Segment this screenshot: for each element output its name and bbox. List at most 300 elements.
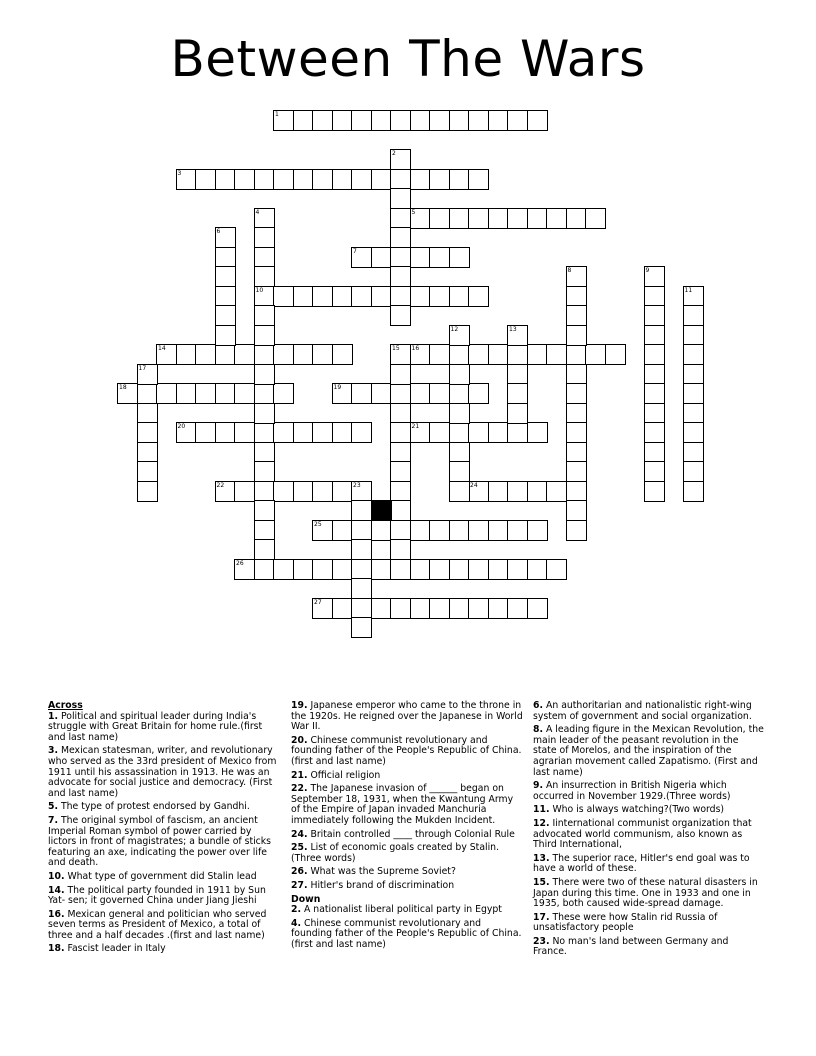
grid-cell[interactable] bbox=[137, 383, 158, 404]
grid-cell[interactable] bbox=[507, 325, 528, 346]
grid-cell[interactable] bbox=[449, 247, 470, 268]
grid-cell[interactable] bbox=[390, 149, 411, 170]
clue-item bbox=[533, 878, 765, 910]
grid-cell[interactable] bbox=[410, 208, 431, 229]
grid-cell[interactable] bbox=[254, 520, 275, 541]
grid-cell[interactable] bbox=[312, 481, 333, 502]
clue-text: Political and spiritual leader during India's struggle with Great Britain for home rule.(first and last name) bbox=[48, 710, 263, 743]
clue-text: The superior race, Hitler's end goal was to have a world of these. bbox=[533, 852, 750, 875]
grid-cell[interactable] bbox=[137, 422, 158, 443]
grid-cell[interactable] bbox=[527, 481, 548, 502]
grid-cell[interactable] bbox=[351, 247, 372, 268]
grid-cell[interactable] bbox=[429, 208, 450, 229]
grid-cell[interactable] bbox=[390, 481, 411, 502]
grid-cell[interactable] bbox=[644, 481, 665, 502]
clue-number-label: 24 bbox=[470, 481, 478, 489]
grid-cell[interactable] bbox=[468, 422, 489, 443]
clue-number-label: 7 bbox=[353, 247, 357, 255]
grid-cell[interactable] bbox=[683, 383, 704, 404]
grid-cell[interactable] bbox=[351, 422, 372, 443]
grid-cell[interactable] bbox=[429, 598, 450, 619]
grid-cell[interactable] bbox=[644, 286, 665, 307]
grid-cell[interactable] bbox=[390, 598, 411, 619]
grid-cell[interactable] bbox=[390, 383, 411, 404]
grid-cell[interactable] bbox=[215, 305, 236, 326]
clue-number-label: 2 bbox=[392, 150, 396, 157]
grid-cell[interactable] bbox=[254, 325, 275, 346]
grid-cell[interactable] bbox=[644, 461, 665, 482]
grid-cell[interactable] bbox=[566, 344, 587, 365]
grid-cell[interactable] bbox=[332, 344, 353, 365]
grid-cell[interactable] bbox=[332, 520, 353, 541]
grid-cell[interactable] bbox=[351, 520, 372, 541]
grid-cell[interactable] bbox=[468, 286, 489, 307]
grid-cell[interactable] bbox=[449, 325, 470, 346]
clue-item bbox=[291, 881, 523, 892]
grid-cell[interactable] bbox=[312, 559, 333, 580]
grid-cell[interactable] bbox=[254, 266, 275, 287]
grid-cell[interactable] bbox=[117, 383, 138, 404]
grid-cell[interactable] bbox=[429, 247, 450, 268]
grid-cell[interactable] bbox=[390, 110, 411, 131]
grid-cell[interactable] bbox=[644, 364, 665, 385]
grid-cell[interactable] bbox=[410, 286, 431, 307]
grid-cell[interactable] bbox=[410, 598, 431, 619]
grid-cell[interactable] bbox=[254, 247, 275, 268]
grid-cell[interactable] bbox=[195, 169, 216, 190]
grid-cell[interactable] bbox=[293, 422, 314, 443]
grid-cell[interactable] bbox=[293, 481, 314, 502]
clue-number-label: 20 bbox=[177, 423, 186, 430]
clue-number-label: 25 bbox=[314, 520, 322, 528]
grid-cell[interactable] bbox=[254, 403, 275, 424]
grid-cell[interactable] bbox=[332, 110, 353, 131]
grid-cell[interactable] bbox=[644, 422, 665, 443]
clue-number-label: 9 bbox=[645, 267, 650, 274]
grid-cell[interactable] bbox=[566, 403, 587, 424]
grid-cell[interactable] bbox=[176, 344, 197, 365]
grid-cell[interactable] bbox=[468, 598, 489, 619]
grid-cell[interactable] bbox=[449, 481, 470, 502]
grid-cell[interactable] bbox=[566, 520, 587, 541]
clue-number: 11. bbox=[533, 804, 550, 816]
grid-cell[interactable] bbox=[254, 305, 275, 326]
grid-cell[interactable] bbox=[332, 169, 353, 190]
clue-text: The Japanese invasion of ______ began on September 18, 1931, when the Kwantung Army of the Empire of Japan invaded Manchuria immediately following the Mukden Incident. bbox=[291, 783, 514, 826]
grid-cell[interactable] bbox=[507, 520, 528, 541]
grid-cell[interactable] bbox=[293, 559, 314, 580]
grid-cell[interactable] bbox=[234, 559, 255, 580]
grid-cell[interactable] bbox=[215, 266, 236, 287]
grid-cell[interactable] bbox=[273, 286, 294, 307]
grid-cell[interactable] bbox=[546, 344, 567, 365]
grid-cell[interactable] bbox=[390, 344, 411, 365]
grid-cell[interactable] bbox=[585, 208, 606, 229]
grid-cell[interactable] bbox=[215, 227, 236, 248]
grid-cell[interactable] bbox=[137, 461, 158, 482]
grid-cell[interactable] bbox=[351, 559, 372, 580]
grid-cell[interactable] bbox=[156, 344, 177, 365]
grid-cell[interactable] bbox=[429, 559, 450, 580]
grid-cell[interactable] bbox=[488, 481, 509, 502]
grid-cell[interactable] bbox=[351, 578, 372, 599]
grid-cell[interactable] bbox=[566, 500, 587, 521]
grid-cell[interactable] bbox=[644, 325, 665, 346]
grid-cell[interactable] bbox=[371, 247, 392, 268]
grid-cell[interactable] bbox=[527, 208, 548, 229]
grid-cell[interactable] bbox=[293, 286, 314, 307]
grid-cell[interactable] bbox=[332, 598, 353, 619]
grid-cell[interactable] bbox=[390, 286, 411, 307]
grid-cell[interactable] bbox=[351, 169, 372, 190]
grid-cell[interactable] bbox=[351, 110, 372, 131]
grid-cell[interactable] bbox=[546, 208, 567, 229]
grid-cell[interactable] bbox=[488, 520, 509, 541]
grid-cell[interactable] bbox=[234, 383, 255, 404]
grid-cell[interactable] bbox=[449, 169, 470, 190]
grid-cell[interactable] bbox=[468, 169, 489, 190]
grid-cell[interactable] bbox=[254, 286, 275, 307]
clue-item bbox=[48, 712, 280, 744]
grid-cell[interactable] bbox=[351, 598, 372, 619]
grid-cell[interactable] bbox=[429, 422, 450, 443]
clue-item bbox=[533, 805, 765, 816]
grid-cell[interactable] bbox=[566, 208, 587, 229]
clue-item bbox=[291, 905, 523, 916]
grid-cell[interactable] bbox=[254, 344, 275, 365]
grid-cell[interactable] bbox=[390, 266, 411, 287]
grid-cell[interactable] bbox=[254, 481, 275, 502]
grid-cell[interactable] bbox=[683, 344, 704, 365]
grid-cell[interactable] bbox=[215, 481, 236, 502]
grid-cell[interactable] bbox=[507, 110, 528, 131]
grid-cell[interactable] bbox=[390, 520, 411, 541]
grid-cell[interactable] bbox=[468, 110, 489, 131]
grid-cell[interactable] bbox=[449, 286, 470, 307]
grid-cell[interactable] bbox=[468, 383, 489, 404]
grid-cell[interactable] bbox=[390, 500, 411, 521]
grid-cell[interactable] bbox=[507, 598, 528, 619]
grid-cell[interactable] bbox=[410, 247, 431, 268]
grid-cell[interactable] bbox=[390, 539, 411, 560]
grid-cell[interactable] bbox=[429, 110, 450, 131]
grid-cell[interactable] bbox=[644, 344, 665, 365]
clue-number-label: 16 bbox=[411, 345, 420, 352]
grid-cell[interactable] bbox=[566, 461, 587, 482]
clue-text: The political party founded in 1911 by Sun Yat- sen; it governed China under Jiang Jieshi bbox=[48, 884, 266, 907]
clue-number-label: 1 bbox=[275, 111, 279, 118]
grid-cell[interactable] bbox=[371, 169, 392, 190]
grid-cell[interactable] bbox=[312, 344, 333, 365]
grid-cell[interactable] bbox=[683, 403, 704, 424]
grid-cell[interactable] bbox=[527, 559, 548, 580]
grid-cell[interactable] bbox=[527, 598, 548, 619]
grid-cell[interactable] bbox=[176, 422, 197, 443]
grid-cell[interactable] bbox=[254, 383, 275, 404]
clue-number-label: 10 bbox=[255, 286, 264, 294]
grid-cell[interactable] bbox=[176, 383, 197, 404]
grid-cell[interactable] bbox=[468, 208, 489, 229]
grid-cell[interactable] bbox=[507, 344, 528, 365]
grid-cell[interactable] bbox=[215, 383, 236, 404]
grid-cell[interactable] bbox=[429, 286, 450, 307]
grid-cell[interactable] bbox=[429, 344, 450, 365]
clue-text: The type of protest endorsed by Gandhi. bbox=[60, 801, 250, 813]
grid-cell[interactable] bbox=[312, 169, 333, 190]
grid-cell[interactable] bbox=[585, 344, 606, 365]
grid-cell[interactable] bbox=[293, 344, 314, 365]
grid-cell[interactable] bbox=[546, 481, 567, 502]
clue-number-label: 4 bbox=[255, 208, 260, 216]
grid-cell[interactable] bbox=[683, 461, 704, 482]
grid-cell[interactable] bbox=[137, 403, 158, 424]
grid-cell[interactable] bbox=[273, 169, 294, 190]
grid-cell[interactable] bbox=[410, 520, 431, 541]
grid-cell[interactable] bbox=[683, 305, 704, 326]
grid-cell[interactable] bbox=[449, 208, 470, 229]
grid-cell[interactable] bbox=[273, 110, 294, 131]
grid-cell[interactable] bbox=[351, 617, 372, 638]
grid-cell[interactable] bbox=[254, 169, 275, 190]
grid-cell[interactable] bbox=[449, 520, 470, 541]
grid-cell[interactable] bbox=[566, 286, 587, 307]
grid-cell[interactable] bbox=[488, 559, 509, 580]
grid-cell[interactable] bbox=[410, 422, 431, 443]
grid-cell[interactable] bbox=[351, 286, 372, 307]
grid-cell[interactable] bbox=[156, 383, 177, 404]
grid-cell[interactable] bbox=[683, 286, 704, 307]
clue-number: 4. bbox=[291, 917, 302, 929]
grid-cell[interactable] bbox=[566, 364, 587, 385]
grid-cell[interactable] bbox=[312, 110, 333, 131]
grid-cell[interactable] bbox=[566, 325, 587, 346]
grid-cell[interactable] bbox=[449, 598, 470, 619]
grid-cell[interactable] bbox=[507, 481, 528, 502]
grid-cell[interactable] bbox=[605, 344, 626, 365]
grid-cell[interactable] bbox=[176, 169, 197, 190]
grid-cell[interactable] bbox=[254, 442, 275, 463]
grid-cell[interactable] bbox=[332, 422, 353, 443]
grid-cell[interactable] bbox=[195, 422, 216, 443]
grid-cell[interactable] bbox=[566, 481, 587, 502]
clue-number: 12. bbox=[533, 817, 550, 829]
grid-cell[interactable] bbox=[390, 208, 411, 229]
grid-cell[interactable] bbox=[215, 422, 236, 443]
grid-cell[interactable] bbox=[527, 344, 548, 365]
grid-cell[interactable] bbox=[351, 539, 372, 560]
clue-text: Mexican statesman, writer, and revolutionary who served as the 33rd president of Mexico from 1911 until his assassination in 1913. He was an advocate for social justice and democracy. (First and last name) bbox=[48, 745, 277, 799]
grid-cell[interactable] bbox=[527, 422, 548, 443]
grid-cell[interactable] bbox=[254, 422, 275, 443]
grid-cell[interactable] bbox=[449, 559, 470, 580]
grid-cell[interactable] bbox=[488, 598, 509, 619]
clue-item bbox=[533, 725, 765, 778]
clue-number: 2. bbox=[291, 904, 302, 916]
clue-number: 21. bbox=[291, 769, 308, 781]
grid-cell[interactable] bbox=[429, 520, 450, 541]
grid-cell[interactable] bbox=[234, 344, 255, 365]
grid-cell[interactable] bbox=[390, 247, 411, 268]
grid-cell[interactable] bbox=[312, 286, 333, 307]
grid-cell[interactable] bbox=[449, 344, 470, 365]
grid-cell[interactable] bbox=[371, 559, 392, 580]
grid-cell[interactable] bbox=[488, 208, 509, 229]
grid-cell[interactable] bbox=[410, 383, 431, 404]
grid-cell[interactable] bbox=[390, 305, 411, 326]
grid-cell[interactable] bbox=[566, 266, 587, 287]
grid-cell[interactable] bbox=[254, 364, 275, 385]
grid-cell[interactable] bbox=[351, 500, 372, 521]
grid-cell[interactable] bbox=[254, 461, 275, 482]
grid-cell[interactable] bbox=[449, 442, 470, 463]
grid-cell[interactable] bbox=[644, 403, 665, 424]
clue-text: No man's land between Germany and France. bbox=[533, 935, 729, 958]
grid-cell[interactable] bbox=[410, 344, 431, 365]
grid-cell[interactable] bbox=[683, 364, 704, 385]
black-cell bbox=[371, 500, 392, 521]
grid-cell[interactable] bbox=[254, 559, 275, 580]
grid-cell[interactable] bbox=[390, 364, 411, 385]
grid-cell[interactable] bbox=[390, 559, 411, 580]
clue-text: Official religion bbox=[310, 769, 381, 781]
grid-cell[interactable] bbox=[507, 559, 528, 580]
grid-cell[interactable] bbox=[566, 442, 587, 463]
grid-cell[interactable] bbox=[332, 286, 353, 307]
grid-cell[interactable] bbox=[468, 481, 489, 502]
grid-cell[interactable] bbox=[215, 325, 236, 346]
grid-cell[interactable] bbox=[507, 422, 528, 443]
grid-cell[interactable] bbox=[449, 383, 470, 404]
grid-cell[interactable] bbox=[215, 169, 236, 190]
grid-cell[interactable] bbox=[390, 442, 411, 463]
grid-cell[interactable] bbox=[351, 383, 372, 404]
grid-cell[interactable] bbox=[390, 169, 411, 190]
grid-cell[interactable] bbox=[507, 403, 528, 424]
grid-cell[interactable] bbox=[683, 442, 704, 463]
grid-cell[interactable] bbox=[449, 110, 470, 131]
grid-cell[interactable] bbox=[468, 344, 489, 365]
clue-number-label: 5 bbox=[411, 208, 416, 216]
grid-cell[interactable] bbox=[195, 344, 216, 365]
grid-cell[interactable] bbox=[410, 559, 431, 580]
grid-cell[interactable] bbox=[507, 364, 528, 385]
grid-cell[interactable] bbox=[566, 383, 587, 404]
grid-cell[interactable] bbox=[332, 383, 353, 404]
grid-cell[interactable] bbox=[566, 305, 587, 326]
grid-cell[interactable] bbox=[371, 110, 392, 131]
grid-cell[interactable] bbox=[527, 110, 548, 131]
grid-cell[interactable] bbox=[215, 344, 236, 365]
grid-cell[interactable] bbox=[410, 110, 431, 131]
clue-number-label: 12 bbox=[450, 325, 459, 333]
grid-cell[interactable] bbox=[390, 188, 411, 209]
grid-cell[interactable] bbox=[137, 364, 158, 385]
clue-text: Who is always watching?(Two words) bbox=[552, 804, 725, 816]
grid-cell[interactable] bbox=[254, 208, 275, 229]
grid-cell[interactable] bbox=[215, 247, 236, 268]
grid-cell[interactable] bbox=[507, 383, 528, 404]
grid-cell[interactable] bbox=[644, 383, 665, 404]
grid-cell[interactable] bbox=[293, 169, 314, 190]
grid-cell[interactable] bbox=[332, 559, 353, 580]
grid-cell[interactable] bbox=[293, 110, 314, 131]
grid-cell[interactable] bbox=[566, 422, 587, 443]
grid-cell[interactable] bbox=[683, 325, 704, 346]
grid-cell[interactable] bbox=[488, 344, 509, 365]
grid-cell[interactable] bbox=[390, 422, 411, 443]
grid-cell[interactable] bbox=[429, 383, 450, 404]
grid-cell[interactable] bbox=[527, 520, 548, 541]
grid-cell[interactable] bbox=[371, 598, 392, 619]
clue-item bbox=[533, 937, 765, 958]
grid-cell[interactable] bbox=[371, 286, 392, 307]
grid-cell[interactable] bbox=[312, 598, 333, 619]
grid-cell[interactable] bbox=[273, 481, 294, 502]
clue-text: An insurrection in British Nigeria which occurred in November 1929.(Three words) bbox=[533, 780, 731, 802]
clue-text: What type of government did Stalin lead bbox=[67, 870, 257, 882]
grid-cell[interactable] bbox=[488, 110, 509, 131]
clue-number: 25. bbox=[291, 842, 308, 854]
grid-cell[interactable] bbox=[351, 481, 372, 502]
grid-cell[interactable] bbox=[254, 500, 275, 521]
grid-cell[interactable] bbox=[449, 422, 470, 443]
grid-cell[interactable] bbox=[449, 461, 470, 482]
grid-cell[interactable] bbox=[371, 383, 392, 404]
grid-cell[interactable] bbox=[468, 559, 489, 580]
grid-cell[interactable] bbox=[137, 481, 158, 502]
grid-cell[interactable] bbox=[273, 422, 294, 443]
clue-number-label: 18 bbox=[119, 384, 127, 391]
grid-cell[interactable] bbox=[644, 266, 665, 287]
grid-cell[interactable] bbox=[234, 422, 255, 443]
grid-cell[interactable] bbox=[449, 364, 470, 385]
clue-item bbox=[48, 802, 280, 813]
grid-cell[interactable] bbox=[195, 383, 216, 404]
grid-cell[interactable] bbox=[215, 286, 236, 307]
grid-cell[interactable] bbox=[429, 169, 450, 190]
grid-cell[interactable] bbox=[234, 169, 255, 190]
grid-cell[interactable] bbox=[273, 344, 294, 365]
grid-cell[interactable] bbox=[644, 442, 665, 463]
clue-number: 27. bbox=[291, 879, 308, 891]
grid-cell[interactable] bbox=[332, 481, 353, 502]
grid-cell[interactable] bbox=[273, 559, 294, 580]
grid-cell[interactable] bbox=[683, 481, 704, 502]
grid-cell[interactable] bbox=[644, 305, 665, 326]
grid-cell[interactable] bbox=[410, 169, 431, 190]
grid-cell[interactable] bbox=[234, 481, 255, 502]
grid-cell[interactable] bbox=[390, 403, 411, 424]
grid-cell[interactable] bbox=[507, 208, 528, 229]
grid-cell[interactable] bbox=[449, 403, 470, 424]
grid-cell[interactable] bbox=[254, 539, 275, 560]
grid-cell[interactable] bbox=[390, 227, 411, 248]
grid-cell[interactable] bbox=[312, 422, 333, 443]
grid-cell[interactable] bbox=[137, 442, 158, 463]
grid-cell[interactable] bbox=[371, 520, 392, 541]
grid-cell[interactable] bbox=[254, 227, 275, 248]
clue-text: What was the Supreme Soviet? bbox=[310, 866, 456, 878]
grid-cell[interactable] bbox=[312, 520, 333, 541]
clue-number: 8. bbox=[533, 724, 544, 736]
grid-cell[interactable] bbox=[683, 422, 704, 443]
grid-cell[interactable] bbox=[488, 422, 509, 443]
grid-cell[interactable] bbox=[273, 383, 294, 404]
grid-cell[interactable] bbox=[468, 520, 489, 541]
grid-cell[interactable] bbox=[390, 461, 411, 482]
clue-text: Chinese communist revolutionary and founding father of the People's Republic of China. (first and last name) bbox=[291, 734, 522, 767]
grid-cell[interactable] bbox=[546, 559, 567, 580]
